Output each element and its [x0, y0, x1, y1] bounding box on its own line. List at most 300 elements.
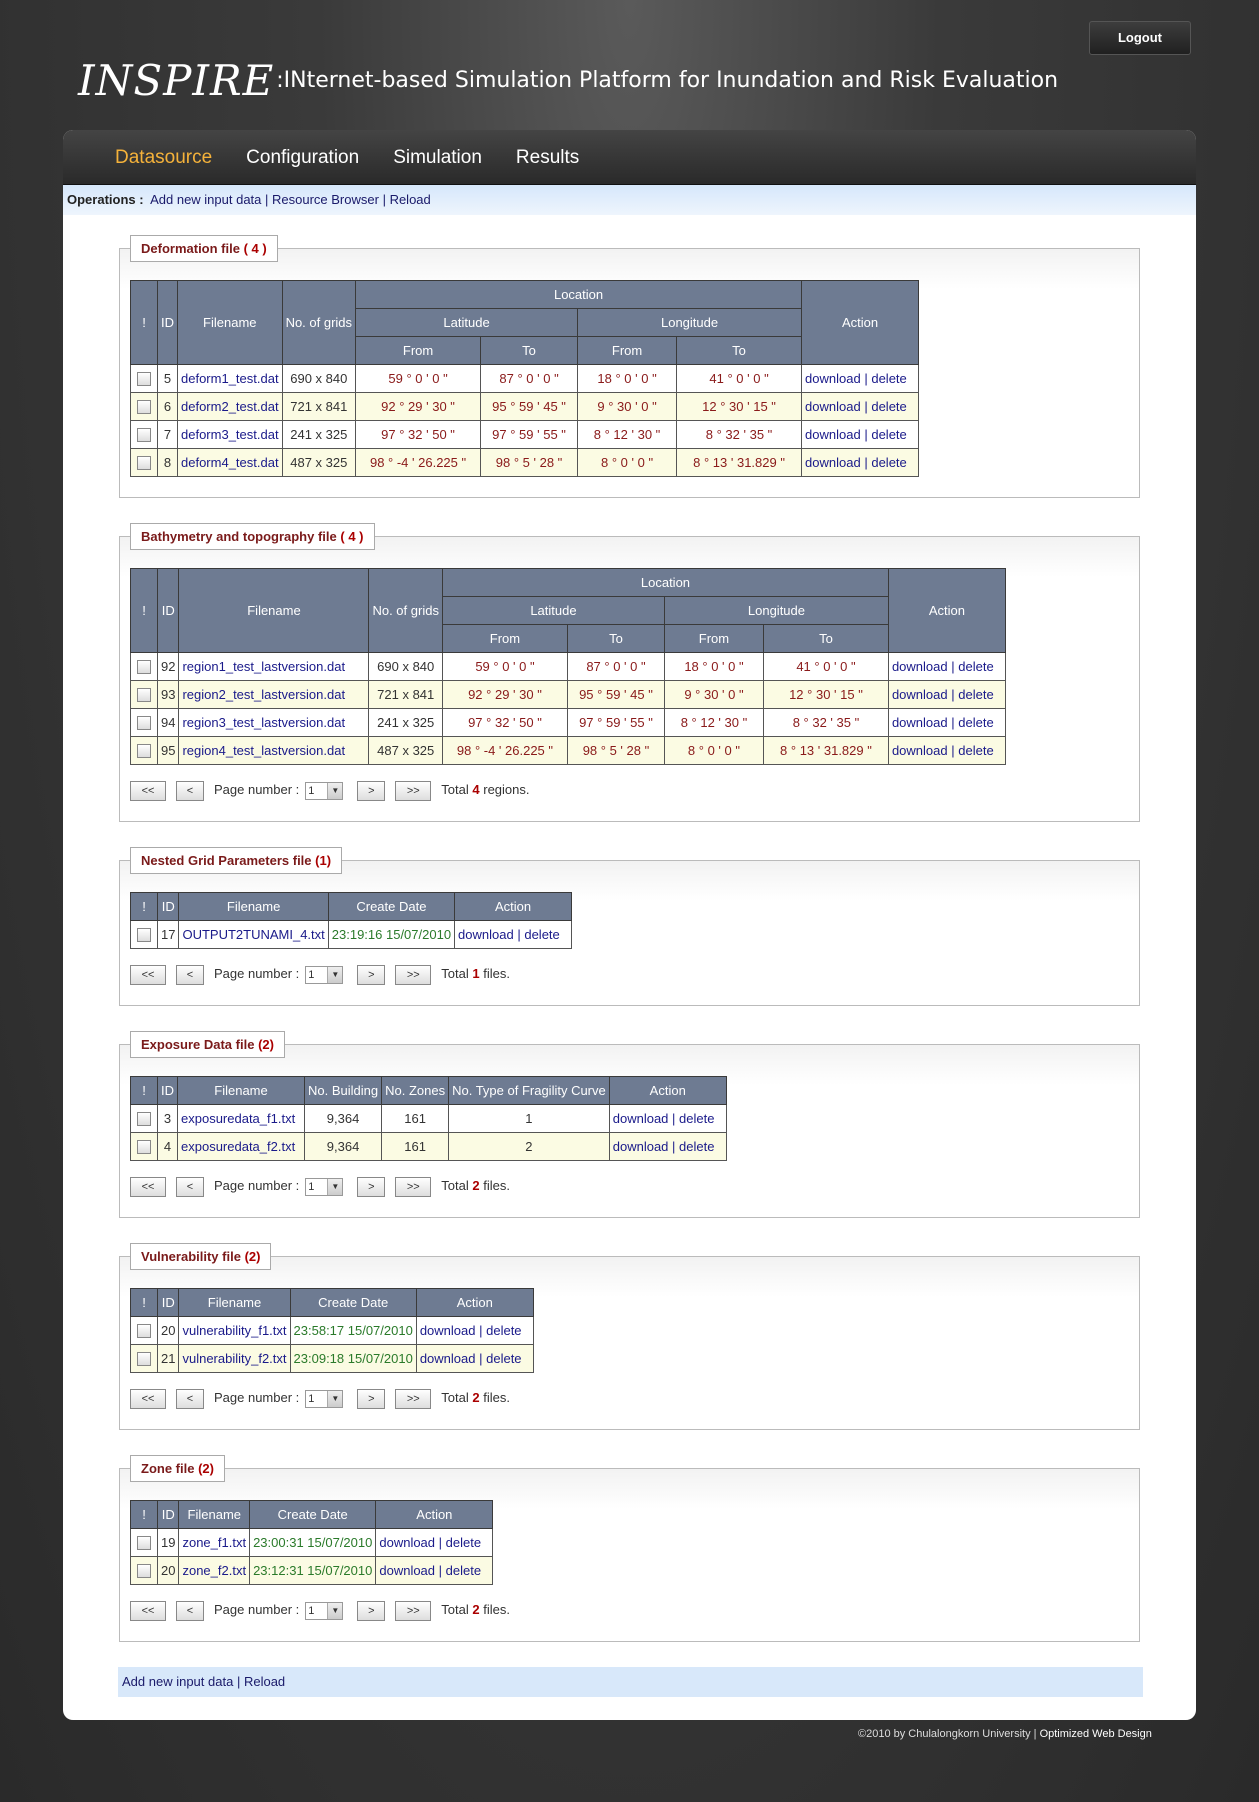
row-actions [802, 393, 919, 421]
total-value: 2 [472, 1602, 480, 1617]
row-select-cell [131, 421, 158, 449]
page-select-value: 1 [308, 968, 315, 981]
col-header-no-building: No. Building [305, 1077, 382, 1105]
filename-link[interactable]: region4_test_lastversion.dat [179, 737, 369, 765]
total-prefix: Total [441, 1602, 469, 1617]
page-number-label: Page number : [214, 1178, 300, 1193]
col-header-create-date: Create Date [328, 893, 454, 921]
download-link[interactable]: download [612, 1139, 669, 1154]
section-title: Vulnerability file (2) [130, 1243, 271, 1270]
last-page-button[interactable]: >> [395, 965, 431, 985]
row-actions [802, 449, 919, 477]
first-page-button[interactable]: << [130, 1389, 166, 1409]
row-actions [376, 1529, 493, 1557]
col-header-lat-from: From [356, 337, 481, 365]
lat-from: 59 ° 0 ' 0 " [356, 365, 481, 393]
col-header-bang: ! [131, 569, 158, 653]
table-row [131, 1557, 493, 1585]
lat-to: 98 ° 5 ' 28 " [567, 737, 664, 765]
zone-section [119, 1455, 1140, 1642]
row-checkbox[interactable] [137, 660, 151, 674]
lat-from: 92 ° 29 ' 30 " [356, 393, 481, 421]
row-select-cell [131, 1529, 158, 1557]
row-checkbox[interactable] [137, 400, 151, 414]
lat-to: 97 ° 59 ' 55 " [567, 709, 664, 737]
row-actions [609, 1105, 726, 1133]
row-actions [609, 1133, 726, 1161]
table-row [131, 1133, 727, 1161]
zone-table [130, 1500, 493, 1585]
download-link[interactable]: download [379, 1535, 436, 1550]
lat-to: 97 ° 59 ' 55 " [481, 421, 578, 449]
row-actions [888, 709, 1005, 737]
col-header-grids: No. of grids [369, 569, 442, 653]
row-id: 7 [158, 421, 178, 449]
col-header-bang: ! [131, 1501, 158, 1529]
bathymetry-table [130, 568, 1006, 765]
prev-page-button[interactable]: < [176, 965, 204, 985]
next-page-button[interactable]: > [357, 781, 385, 801]
page-select[interactable] [305, 1602, 343, 1620]
page-select[interactable] [305, 782, 343, 800]
table-row [131, 449, 919, 477]
page-select[interactable] [305, 1178, 343, 1196]
col-header-bang: ! [131, 1077, 158, 1105]
page-number-label: Page number : [214, 966, 300, 981]
table-row [131, 709, 1006, 737]
last-page-button[interactable]: >> [395, 781, 431, 801]
filename-link[interactable]: deform3_test.dat [178, 421, 283, 449]
prev-page-button[interactable]: < [176, 781, 204, 801]
prev-page-button[interactable]: < [176, 1601, 204, 1621]
row-grids: 487 x 325 [282, 449, 355, 477]
row-actions [416, 1345, 533, 1373]
row-checkbox[interactable] [137, 744, 151, 758]
separator: | [951, 715, 955, 730]
vulnerability-table [130, 1288, 534, 1373]
separator: | [864, 427, 868, 442]
download-link[interactable]: download [419, 1351, 476, 1366]
next-page-button[interactable]: > [357, 1601, 385, 1621]
section-title: Deformation file ( 4 ) [130, 235, 278, 262]
col-header-bang: ! [131, 893, 158, 921]
lon-to: 8 ° 13 ' 31.829 " [677, 449, 802, 477]
download-link[interactable]: download [419, 1323, 476, 1338]
design-credit: Optimized Web Design [1039, 1728, 1152, 1740]
create-date: 23:12:31 15/07/2010 [250, 1557, 376, 1585]
row-id: 93 [158, 681, 179, 709]
row-no-building: 9,364 [305, 1133, 382, 1161]
row-no-zones: 161 [382, 1133, 449, 1161]
total-value: 1 [472, 966, 480, 981]
operations-label: Operations : [67, 192, 144, 207]
bathymetry-section [119, 523, 1140, 822]
download-link[interactable]: download [379, 1563, 436, 1578]
total-count [441, 966, 510, 981]
table-row [131, 1345, 534, 1373]
table-row [131, 1105, 727, 1133]
reload-link[interactable]: Reload [389, 192, 431, 207]
create-date: 23:09:18 15/07/2010 [290, 1345, 416, 1373]
total-suffix: files. [483, 1178, 510, 1193]
deformation-section [119, 235, 1140, 498]
row-select-cell [131, 1105, 158, 1133]
total-suffix: files. [483, 1602, 510, 1617]
col-header-action: Action [888, 569, 1005, 653]
lon-to: 12 ° 30 ' 15 " [677, 393, 802, 421]
col-header-no-zones: No. Zones [382, 1077, 449, 1105]
download-link[interactable]: download [805, 399, 861, 414]
create-date: 23:58:17 15/07/2010 [290, 1317, 416, 1345]
row-fragility-curve: 1 [449, 1105, 610, 1133]
filename-link[interactable]: zone_f2.txt [179, 1557, 250, 1585]
col-header-location: Location [356, 281, 802, 309]
row-checkbox[interactable] [137, 456, 151, 470]
delete-link[interactable]: delete [958, 743, 994, 758]
row-checkbox[interactable] [137, 928, 151, 942]
separator: | [864, 455, 868, 470]
lon-to: 8 ° 13 ' 31.829 " [763, 737, 888, 765]
filename-link[interactable]: zone_f1.txt [179, 1529, 250, 1557]
total-prefix: Total [441, 782, 469, 797]
lat-from: 98 ° -4 ' 26.225 " [356, 449, 481, 477]
download-link[interactable]: download [891, 743, 948, 758]
row-grids: 721 x 841 [369, 681, 442, 709]
lat-to: 87 ° 0 ' 0 " [481, 365, 578, 393]
filename-link[interactable]: exposuredata_f1.txt [178, 1105, 305, 1133]
chevron-down-icon: ▼ [327, 783, 342, 799]
row-actions [455, 921, 572, 949]
last-page-button[interactable]: >> [395, 1389, 431, 1409]
delete-link[interactable]: delete [486, 1351, 522, 1366]
separator: | [438, 1535, 443, 1550]
chevron-down-icon: ▼ [327, 1391, 342, 1407]
page-select[interactable] [305, 1390, 343, 1408]
prev-page-button[interactable]: < [176, 1177, 204, 1197]
separator: | [672, 1111, 676, 1126]
row-id: 19 [158, 1529, 179, 1557]
row-id: 8 [158, 449, 178, 477]
lon-from: 18 ° 0 ' 0 " [578, 365, 677, 393]
row-checkbox[interactable] [137, 688, 151, 702]
lon-to: 41 ° 0 ' 0 " [763, 653, 888, 681]
row-checkbox[interactable] [137, 372, 151, 386]
lon-from: 9 ° 30 ' 0 " [664, 681, 763, 709]
col-header-lon-to: To [677, 337, 802, 365]
operations-bar: Operations : Add new input data | Resource Browser | Reload [63, 185, 1196, 215]
col-header-id: ID [158, 1077, 178, 1105]
pager [130, 1175, 1129, 1197]
lon-from: 18 ° 0 ' 0 " [664, 653, 763, 681]
col-header-fragility-curve: No. Type of Fragility Curve [449, 1077, 610, 1105]
delete-link[interactable]: delete [524, 927, 560, 942]
col-header-longitude: Longitude [578, 309, 802, 337]
brand [78, 56, 1058, 105]
row-actions [802, 421, 919, 449]
separator: | [951, 743, 955, 758]
row-checkbox[interactable] [137, 1564, 151, 1578]
row-id: 21 [158, 1345, 179, 1373]
lat-from: 97 ° 32 ' 50 " [356, 421, 481, 449]
lat-to: 87 ° 0 ' 0 " [567, 653, 664, 681]
col-header-id: ID [158, 281, 178, 365]
page-number-label: Page number : [214, 1602, 300, 1617]
page-number-label: Page number : [214, 782, 300, 797]
filename-link[interactable]: OUTPUT2TUNAMI_4.txt [179, 921, 328, 949]
separator: | [438, 1563, 443, 1578]
download-link[interactable]: download [805, 427, 861, 442]
delete-link[interactable]: delete [871, 455, 907, 470]
total-count [441, 782, 529, 797]
lon-from: 8 ° 0 ' 0 " [664, 737, 763, 765]
delete-link[interactable]: delete [958, 687, 994, 702]
deformation-table [130, 280, 919, 477]
col-header-filename: Filename [179, 1289, 290, 1317]
row-id: 17 [158, 921, 179, 949]
col-header-lat-from: From [442, 625, 567, 653]
separator: | [864, 371, 868, 386]
row-select-cell [131, 1317, 158, 1345]
row-select-cell [131, 737, 158, 765]
first-page-button[interactable]: << [130, 1601, 166, 1621]
add-new-input-link[interactable]: Add new input data [150, 192, 262, 207]
col-header-action: Action [376, 1501, 493, 1529]
row-select-cell [131, 365, 158, 393]
download-link[interactable]: download [891, 659, 948, 674]
delete-link[interactable]: delete [445, 1563, 482, 1578]
lat-to: 95 ° 59 ' 45 " [481, 393, 578, 421]
lon-to: 41 ° 0 ' 0 " [677, 365, 802, 393]
page-select-value: 1 [308, 1180, 315, 1193]
download-link[interactable]: download [805, 371, 861, 386]
separator: | [236, 1674, 241, 1689]
exposure-table [130, 1076, 727, 1161]
col-header-lon-from: From [664, 625, 763, 653]
row-actions [802, 365, 919, 393]
col-header-location: Location [442, 569, 888, 597]
logout-button[interactable]: Logout [1089, 21, 1191, 55]
lon-to: 8 ° 32 ' 35 " [763, 709, 888, 737]
lat-from: 98 ° -4 ' 26.225 " [442, 737, 567, 765]
pager [130, 1599, 1129, 1621]
row-checkbox[interactable] [137, 1352, 151, 1366]
download-link[interactable]: download [891, 715, 948, 730]
row-id: 6 [158, 393, 178, 421]
total-value: 2 [472, 1390, 480, 1405]
col-header-lat-to: To [567, 625, 664, 653]
total-count [441, 1390, 510, 1405]
row-select-cell [131, 393, 158, 421]
total-prefix: Total [441, 1178, 469, 1193]
filename-link[interactable]: deform4_test.dat [178, 449, 283, 477]
total-suffix: files. [483, 1390, 510, 1405]
row-checkbox[interactable] [137, 1140, 151, 1154]
first-page-button[interactable]: << [130, 965, 166, 985]
section-title: Nested Grid Parameters file (1) [130, 847, 342, 874]
lon-from: 8 ° 12 ' 30 " [664, 709, 763, 737]
col-header-longitude: Longitude [664, 597, 888, 625]
separator: | [1033, 1728, 1037, 1740]
row-id: 3 [158, 1105, 178, 1133]
total-count [441, 1602, 510, 1617]
col-header-lon-to: To [763, 625, 888, 653]
pager [130, 1387, 1129, 1409]
col-header-filename: Filename [179, 893, 328, 921]
chevron-down-icon: ▼ [327, 1179, 342, 1195]
lon-from: 8 ° 12 ' 30 " [578, 421, 677, 449]
nav-configuration[interactable]: Configuration [246, 147, 360, 168]
vulnerability-section [119, 1243, 1140, 1430]
download-link[interactable]: download [458, 927, 514, 942]
filename-link[interactable]: vulnerability_f1.txt [179, 1317, 290, 1345]
filename-link[interactable]: region1_test_lastversion.dat [179, 653, 369, 681]
table-row [131, 737, 1006, 765]
row-actions [888, 681, 1005, 709]
col-header-lat-to: To [481, 337, 578, 365]
filename-link[interactable]: vulnerability_f2.txt [179, 1345, 290, 1373]
row-select-cell [131, 449, 158, 477]
download-link[interactable]: download [891, 687, 948, 702]
row-select-cell [131, 1345, 158, 1373]
row-checkbox[interactable] [137, 1112, 151, 1126]
col-header-latitude: Latitude [356, 309, 578, 337]
lat-to: 95 ° 59 ' 45 " [567, 681, 664, 709]
total-prefix: Total [441, 1390, 469, 1405]
row-select-cell [131, 681, 158, 709]
nav-results[interactable]: Results [515, 147, 580, 168]
create-date: 23:00:31 15/07/2010 [250, 1529, 376, 1557]
table-row [131, 365, 919, 393]
separator: | [864, 399, 868, 414]
delete-link[interactable]: delete [486, 1323, 522, 1338]
total-value: 4 [472, 782, 480, 797]
col-header-create-date: Create Date [250, 1501, 376, 1529]
last-page-button[interactable]: >> [395, 1177, 431, 1197]
separator: | [951, 659, 955, 674]
row-id: 94 [158, 709, 179, 737]
last-page-button[interactable]: >> [395, 1601, 431, 1621]
download-link[interactable]: download [805, 455, 861, 470]
col-header-action: Action [455, 893, 572, 921]
col-header-filename: Filename [179, 569, 369, 653]
row-id: 4 [158, 1133, 178, 1161]
page-select[interactable] [305, 966, 343, 984]
table-row [131, 653, 1006, 681]
col-header-action: Action [802, 281, 919, 365]
col-header-lon-from: From [578, 337, 677, 365]
table-row [131, 921, 572, 949]
delete-link[interactable]: delete [958, 659, 994, 674]
filename-link[interactable]: exposuredata_f2.txt [178, 1133, 305, 1161]
delete-link[interactable]: delete [679, 1111, 715, 1126]
lat-from: 92 ° 29 ' 30 " [442, 681, 567, 709]
total-value: 2 [472, 1178, 480, 1193]
page-number-label: Page number : [214, 1390, 300, 1405]
app-tagline: :INternet-based Simulation Platform for Inundation and Risk Evaluation [276, 68, 1059, 93]
create-date: 23:19:16 15/07/2010 [328, 921, 454, 949]
row-checkbox[interactable] [137, 1536, 151, 1550]
filename-link[interactable]: deform1_test.dat [178, 365, 283, 393]
row-grids: 241 x 325 [369, 709, 442, 737]
footer [858, 1728, 1152, 1740]
col-header-latitude: Latitude [442, 597, 664, 625]
row-actions [376, 1557, 493, 1585]
filename-link[interactable]: deform2_test.dat [178, 393, 283, 421]
delete-link[interactable]: delete [445, 1535, 482, 1550]
next-page-button[interactable]: > [357, 965, 385, 985]
first-page-button[interactable]: << [130, 1177, 166, 1197]
nav-datasource[interactable]: Datasource [115, 147, 213, 168]
row-grids: 690 x 840 [282, 365, 355, 393]
lon-from: 8 ° 0 ' 0 " [578, 449, 677, 477]
lat-from: 59 ° 0 ' 0 " [442, 653, 567, 681]
table-row [131, 1317, 534, 1345]
chevron-down-icon: ▼ [327, 967, 342, 983]
next-page-button[interactable]: > [357, 1177, 385, 1197]
filename-link[interactable]: region3_test_lastversion.dat [179, 709, 369, 737]
nested-grid-table [130, 892, 572, 949]
row-select-cell [131, 921, 158, 949]
table-row [131, 421, 919, 449]
lat-to: 98 ° 5 ' 28 " [481, 449, 578, 477]
table-row [131, 1529, 493, 1557]
prev-page-button[interactable]: < [176, 1389, 204, 1409]
resource-browser-link[interactable]: Resource Browser [272, 192, 379, 207]
separator: | [479, 1323, 483, 1338]
row-select-cell [131, 1557, 158, 1585]
lon-to: 12 ° 30 ' 15 " [763, 681, 888, 709]
first-page-button[interactable]: << [130, 781, 166, 801]
total-prefix: Total [441, 966, 469, 981]
filename-link[interactable]: region2_test_lastversion.dat [179, 681, 369, 709]
bottom-reload-link[interactable]: Reload [243, 1674, 286, 1689]
row-select-cell [131, 653, 158, 681]
row-checkbox[interactable] [137, 716, 151, 730]
bottom-add-new-input-link[interactable]: Add new input data [122, 1674, 234, 1689]
delete-link[interactable]: delete [958, 715, 994, 730]
row-id: 95 [158, 737, 179, 765]
separator: | [517, 927, 521, 942]
row-grids: 241 x 325 [282, 421, 355, 449]
row-grids: 487 x 325 [369, 737, 442, 765]
delete-link[interactable]: delete [679, 1139, 715, 1154]
main-panel [63, 130, 1196, 1720]
page-select-value: 1 [308, 1392, 315, 1405]
row-grids: 721 x 841 [282, 393, 355, 421]
chevron-down-icon: ▼ [327, 1603, 342, 1619]
section-title: Exposure Data file (2) [130, 1031, 285, 1058]
separator: | [479, 1351, 483, 1366]
col-header-id: ID [158, 1501, 179, 1529]
section-title: Bathymetry and topography file ( 4 ) [130, 523, 375, 550]
row-id: 92 [158, 653, 179, 681]
delete-link[interactable]: delete [871, 371, 907, 386]
next-page-button[interactable]: > [357, 1389, 385, 1409]
row-select-cell [131, 1133, 158, 1161]
app-logo: INSPIRE [78, 56, 275, 105]
page-select-value: 1 [308, 1604, 315, 1617]
delete-link[interactable]: delete [871, 399, 907, 414]
nav-simulation[interactable]: Simulation [393, 147, 482, 168]
row-checkbox[interactable] [137, 1324, 151, 1338]
separator: | [672, 1139, 676, 1154]
row-checkbox[interactable] [137, 428, 151, 442]
delete-link[interactable]: delete [871, 427, 907, 442]
copyright-text: ©2010 by Chulalongkorn University [858, 1728, 1031, 1740]
row-no-building: 9,364 [305, 1105, 382, 1133]
exposure-section [119, 1031, 1140, 1218]
download-link[interactable]: download [612, 1111, 669, 1126]
